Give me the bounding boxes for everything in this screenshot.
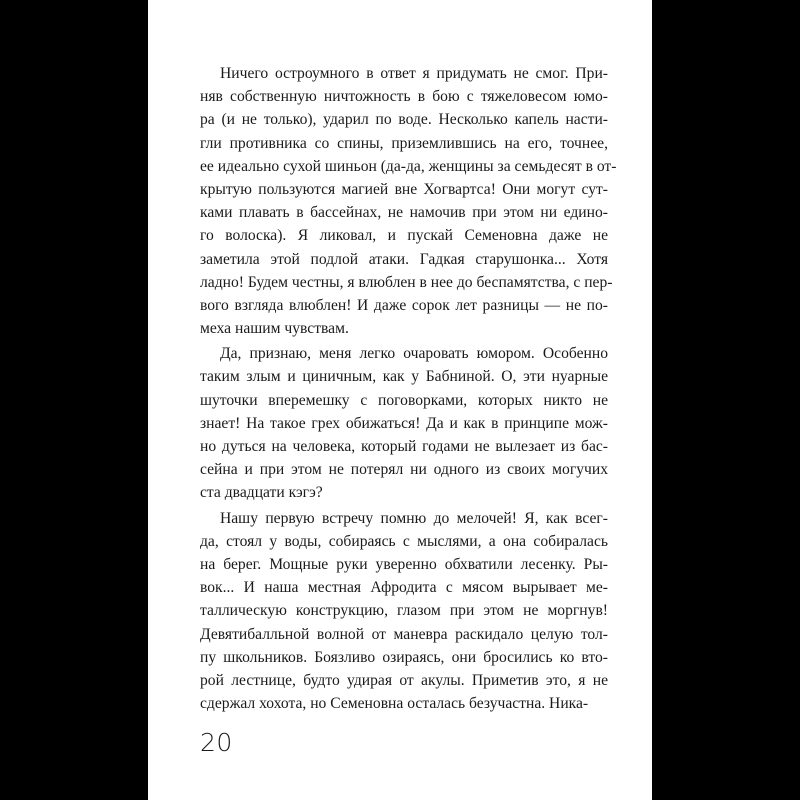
page-number: 20 [200, 728, 233, 757]
text-line: Нашу первую встречу помню до мелочей! Я, как всег- [220, 509, 608, 527]
text-line: но дуться на человека, который годами не вылезает из бас- [200, 438, 608, 455]
text-line: Девятибалльной волной от маневра раскидало целую тол- [200, 625, 608, 643]
book-page [148, 0, 652, 800]
paragraph [200, 342, 608, 504]
text-line: Да, признаю, меня легко очаровать юмором. Особенно [220, 345, 608, 363]
text-line: гли противника со спины, приземлившись на его, точнее, [200, 134, 608, 152]
text-line: няв собственную ничтожность в бою с тяжеловесом юмо- [200, 88, 608, 106]
paragraph [200, 507, 608, 716]
text-line: ра (и не только), ударил по воде. Несколько капель насти- [200, 111, 608, 129]
text-line: вок... И наша местная Афродита с мясом вырывает ме- [200, 579, 608, 597]
text-line: пу школьников. Боязливо озираясь, они бросились ко вто- [200, 648, 608, 666]
text-line: ками плавать в бассейнах, не намочив при этом ни едино- [200, 204, 608, 222]
text-line: знает! На такое грех обижаться! Да и как в принципе мож- [200, 414, 608, 432]
text-line: вого взгляда влюблен! И даже сорок лет разницы — не по- [200, 296, 608, 314]
text-line: го волоска). Я ликовал, и пускай Семеновна даже не [200, 227, 608, 245]
text-line: крытую пользуются магией вне Хогвартса! Они могут сут- [200, 180, 608, 198]
text-line: таллическую конструкцию, глазом при этом не моргнув! [200, 602, 608, 620]
text-line: Ничего остроумного в ответ я придумать не смог. При- [220, 65, 608, 82]
page-body-text [200, 62, 617, 717]
text-line: заметила этой подлой атаки. Гадкая старушонка... Хотя [200, 250, 608, 268]
right-black-margin [652, 0, 800, 800]
text-line: ладно! Будем честны, я влюблен в нее до беспамятства, с пер- [200, 273, 613, 291]
paragraph [200, 62, 617, 340]
text-line: ее идеально сухой шиньон (да-да, женщины за семьдесят в от- [200, 157, 617, 175]
text-line: на берег. Мощные руки уверенно обхватили лесенку. Ры- [200, 555, 608, 573]
text-line: ста двадцати кэгэ? [200, 484, 323, 502]
text-line: шуточки вперемешку с поговорками, которых никто не [200, 391, 608, 409]
text-line: таким злым и циничным, как у Бабниной. О, эти нуарные [200, 368, 608, 386]
text-line: сейна и при этом не потерял ни одного из своих могучих [200, 461, 608, 479]
text-line: меха нашим чувствам. [200, 320, 349, 338]
text-line: рой лестнице, будто удирая от акулы. Приметив это, я не [200, 671, 608, 689]
text-line: сдержал хохота, но Семеновна осталась безучастна. Ника- [200, 695, 589, 713]
text-line: да, стоял у воды, собираясь с мыслями, а она собиралась [200, 532, 608, 550]
left-black-margin [0, 0, 148, 800]
